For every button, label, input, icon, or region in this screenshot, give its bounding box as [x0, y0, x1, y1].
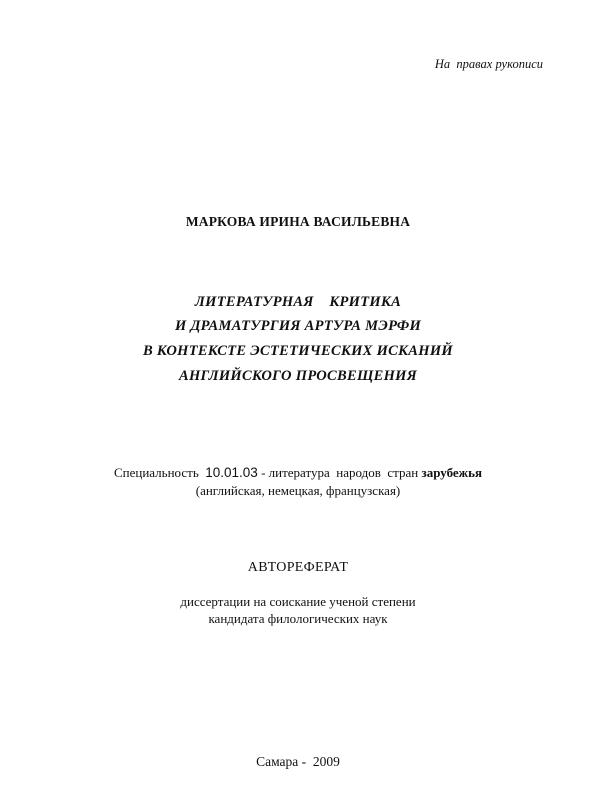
title-line-2: И ДРАМАТУРГИЯ АРТУРА МЭРФИ [174, 318, 422, 334]
specialty-line [0, 465, 596, 481]
rights-note: На правах рукописи [434, 57, 543, 71]
title-line-1: ЛИТЕРАТУРНАЯ КРИТИКА [194, 294, 402, 310]
specialty-code: 10.01.03 [205, 465, 258, 480]
document-type: АВТОРЕФЕРАТ [247, 560, 349, 575]
title-line-4: АНГЛИЙСКОГО ПРОСВЕЩЕНИЯ [178, 368, 418, 384]
purpose-line-1: диссертации на соискание ученой степени [180, 594, 416, 609]
author-name: МАРКОВА ИРИНА ВАСИЛЬЕВНА [185, 214, 411, 229]
specialty-emphasis: зарубежья [421, 465, 483, 480]
specialty-label: Специальность [113, 465, 206, 480]
title-line-3: В КОНТЕКСТЕ ЭСТЕТИЧЕСКИХ ИСКАНИЙ [143, 343, 453, 359]
purpose-line-2: кандидата филологических наук [208, 611, 388, 626]
specialty-languages: (английская, немецкая, французская) [195, 483, 401, 498]
specialty-description: - литература народов стран [257, 465, 422, 480]
place-and-year: Самара - 2009 [256, 754, 340, 769]
